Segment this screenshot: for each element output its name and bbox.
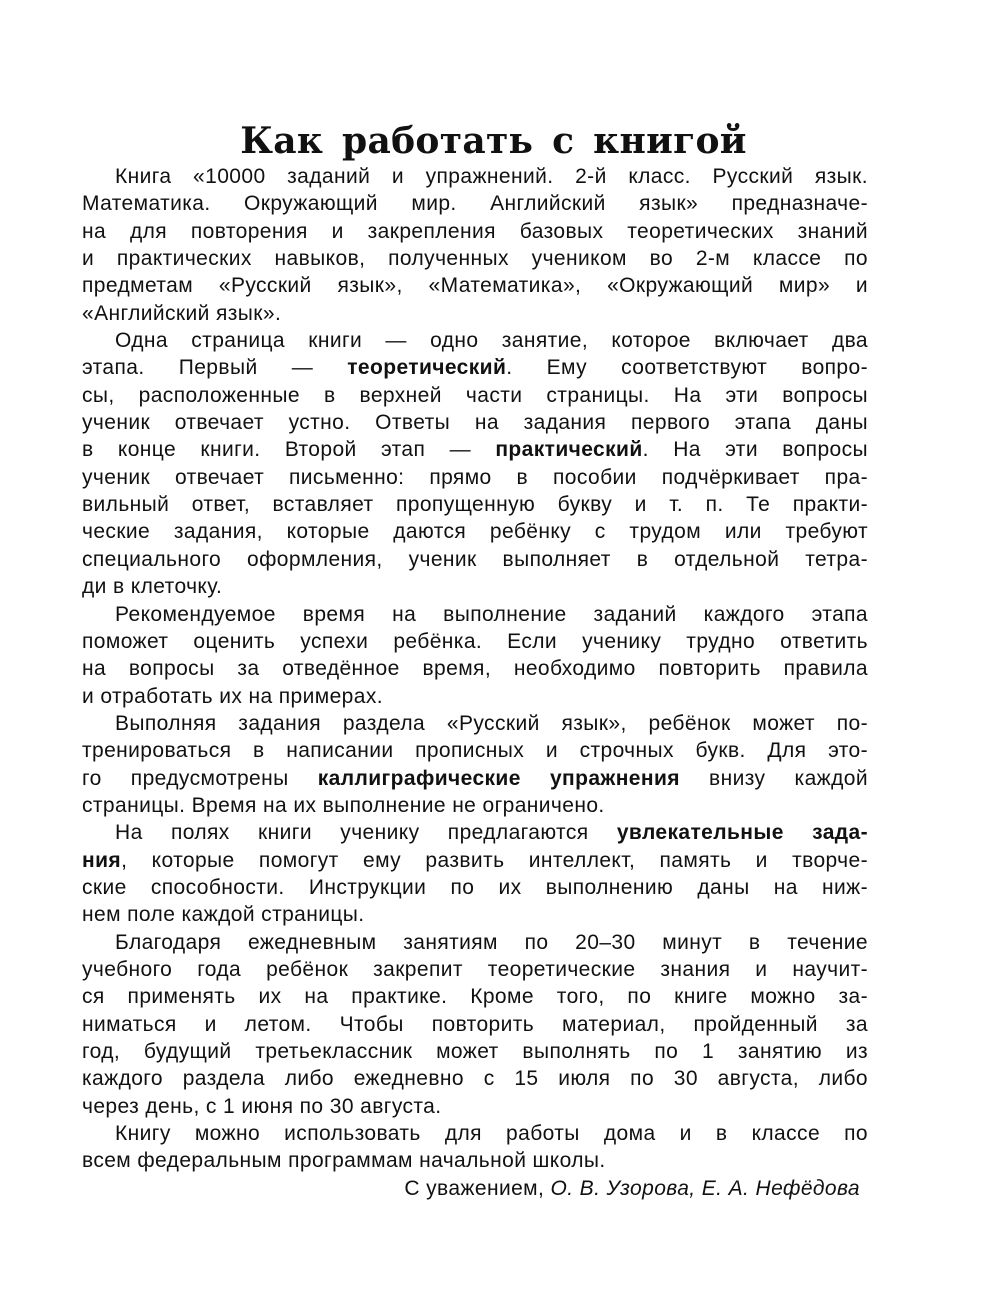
signature-prefix: С уважением, (404, 1176, 551, 1200)
text-line: «Английский язык». (82, 301, 282, 325)
signature (82, 1175, 868, 1202)
text-line: учебного года ребёнок закрепит теоретические знания и научит- (82, 957, 868, 981)
text-line: Рекомендуемое время на выполнение заданий каждого этапа (115, 602, 868, 626)
text-line: Математика. Окружающий мир. Английский язык» предназначе- (82, 192, 868, 216)
page-title: Как работать с книгой (240, 120, 747, 162)
text-line: Книгу можно использовать для работы дома и в классе по (115, 1122, 868, 1146)
text-run: , которые помогут ему развить интеллект, память и творче- (121, 848, 868, 872)
bold-term: увлекательные зада- (616, 821, 868, 845)
text-line: специального оформления, ученик выполняет в отдельной тетра- (82, 547, 868, 571)
text-line (82, 847, 868, 874)
text-line: страницы. Время на их выполнение не ограничено. (82, 793, 605, 817)
text-line (82, 436, 868, 463)
text-line: нем поле каждой страницы. (82, 903, 365, 927)
text-line: Выполняя задания раздела «Русский язык», ребёнок может по- (115, 711, 868, 735)
bold-term: каллиграфические упражнения (317, 766, 680, 790)
text-line: ся применять их на практике. Кроме того, по книге можно за- (82, 985, 868, 1009)
text-line: вильный ответ, вставляет пропущенную букву и т. п. Те практи- (82, 493, 868, 517)
text-line: ские способности. Инструкции по их выполнению даны на ниж- (82, 875, 868, 899)
text-run: На полях книги ученику предлагаются (115, 821, 617, 845)
text-line (82, 819, 868, 846)
body-text (82, 163, 868, 1202)
text-line: Благодаря ежедневным занятиям по 20–30 минут в течение (115, 930, 868, 954)
text-line: и практических навыков, полученных учеником во 2-м классе по (82, 247, 868, 271)
text-line: каждого раздела либо ежедневно с 15 июля по 30 августа, либо (82, 1067, 868, 1091)
text-line: ученик отвечает устно. Ответы на задания первого этапа даны (82, 411, 868, 435)
text-line (82, 765, 868, 792)
text-run: внизу каждой (679, 766, 868, 790)
text-run: в конце книги. Второй этап — (82, 438, 496, 462)
text-line: Книга «10000 заданий и упражнений. 2-й класс. Русский язык. (115, 165, 868, 188)
text-line: тренироваться в написании прописных и строчных букв. Для это- (82, 739, 868, 763)
text-run: этапа. Первый — (82, 356, 348, 380)
text-line: предметам «Русский язык», «Математика», «Окружающий мир» и (82, 274, 868, 298)
text-run: . Ему соответствуют вопро- (506, 356, 868, 380)
text-run: . На эти вопросы (642, 438, 868, 462)
text-line: год, будущий третьеклассник может выполнять по 1 занятию из (82, 1040, 868, 1063)
text-line: всем федеральным программам начальной школы. (82, 1149, 606, 1173)
text-line: поможет оценить успехи ребёнка. Если ученику трудно ответить (82, 629, 868, 653)
text-line (82, 354, 868, 381)
text-line: сы, расположенные в верхней части страницы. На эти вопросы (82, 383, 868, 407)
text-line: и отработать их на примерах. (82, 684, 383, 708)
text-line: Одна страница книги — одно занятие, которое включает два (115, 329, 868, 353)
text-run: го предусмотрены (82, 766, 318, 790)
text-line: ди в клеточку. (82, 575, 223, 599)
signature-authors: О. В. Узорова, Е. А. Нефёдова (550, 1176, 860, 1200)
text-line: на вопросы за отведённое время, необходимо повторить правила (82, 657, 868, 681)
bold-term: теоретический (347, 356, 507, 380)
text-line: ниматься и летом. Чтобы повторить материал, пройденный за (82, 1012, 868, 1036)
bold-term: ния (82, 848, 122, 872)
text-line: на для повторения и закрепления базовых теоретических знаний (82, 219, 868, 243)
bold-term: практический (495, 438, 643, 462)
text-line: ученик отвечает письменно: прямо в пособии подчёркивает пра- (82, 465, 868, 489)
text-line: через день, с 1 июня по 30 августа. (82, 1094, 442, 1118)
text-line: ческие задания, которые даются ребёнку с трудом или требуют (82, 520, 868, 544)
